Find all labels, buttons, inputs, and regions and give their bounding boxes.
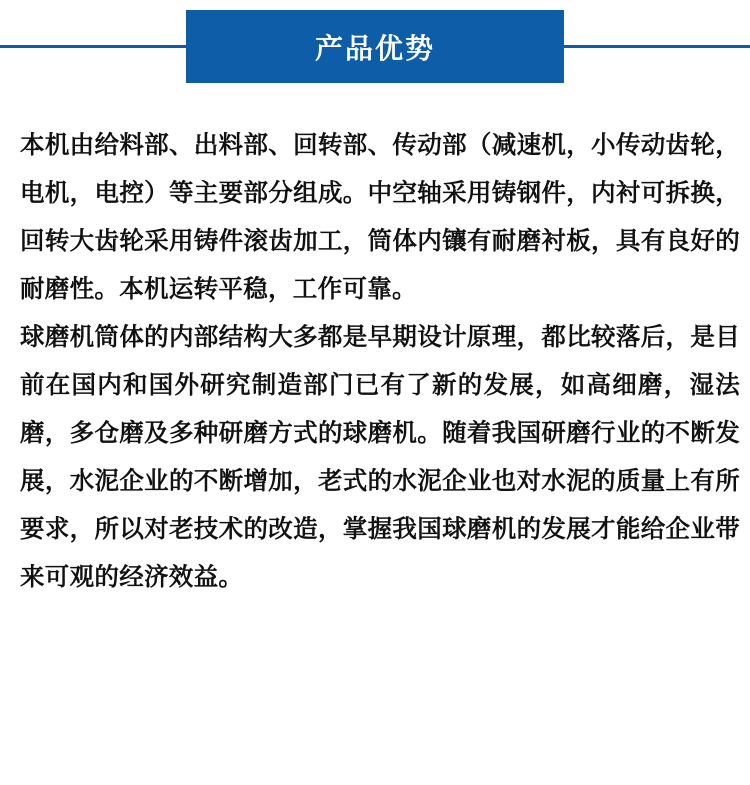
paragraph-structure: 本机由给料部、出料部、回转部、传动部（减速机，小传动齿轮，电机，电控）等主要部分组成。中空轴采用铸钢件，内衬可拆换，回转大齿轮采用铸件滚齿加工，筒体内镶有耐磨衬板，具有良好的耐磨性。本机运转平稳，工作可靠。 bbox=[20, 130, 740, 303]
section-title: 产品优势 bbox=[314, 31, 435, 65]
header-divider-right bbox=[562, 45, 750, 48]
header-divider-left bbox=[0, 45, 188, 48]
section-header bbox=[186, 10, 564, 83]
article-body bbox=[20, 121, 740, 601]
paragraph-development: 球磨机筒体的内部结构大多都是早期设计原理，都比较落后，是目前在国内和国外研究制造部门已有了新的发展，如高细磨，湿法磨，多仓磨及多种研磨方式的球磨机。随着我国研磨行业的不断发展，水泥企业的不断增加，老式的水泥企业也对水泥的质量上有所要求，所以对老技术的改造，掌握我国球磨机的发展才能给企业带来可观的经济效益。 bbox=[20, 322, 740, 591]
